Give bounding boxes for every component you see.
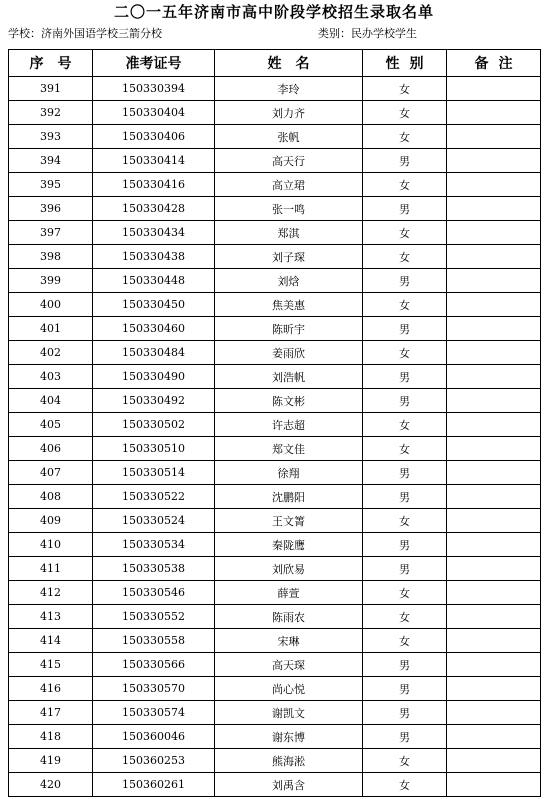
cell-exam-id: 150330534 [93,533,215,557]
cell-gender: 男 [363,653,447,677]
cell-seq: 393 [9,125,93,149]
header-name: 姓名 [215,50,363,77]
cell-gender: 男 [363,365,447,389]
cell-exam-id: 150360253 [93,749,215,773]
cell-name: 高天琛 [215,653,363,677]
cell-seq: 416 [9,677,93,701]
cell-exam-id: 150330448 [93,269,215,293]
cell-name: 薛萱 [215,581,363,605]
cell-seq: 419 [9,749,93,773]
table-row [9,653,541,677]
cell-name: 刘力齐 [215,101,363,125]
cell-name: 陈文彬 [215,389,363,413]
cell-remarks [447,341,541,365]
cell-gender: 女 [363,773,447,797]
cell-gender: 女 [363,221,447,245]
cell-name: 熊海淞 [215,749,363,773]
cell-seq: 415 [9,653,93,677]
cell-seq: 410 [9,533,93,557]
cell-seq: 397 [9,221,93,245]
header-seq: 序号 [9,50,93,77]
cell-name: 谢东博 [215,725,363,749]
cell-gender: 男 [363,725,447,749]
cell-exam-id: 150360046 [93,725,215,749]
cell-name: 刘焓 [215,269,363,293]
cell-name: 郑淇 [215,221,363,245]
cell-name: 刘禹含 [215,773,363,797]
cell-exam-id: 150330460 [93,317,215,341]
table-row [9,173,541,197]
cell-name: 陈昕宇 [215,317,363,341]
cell-seq: 404 [9,389,93,413]
table-row [9,725,541,749]
cell-remarks [447,605,541,629]
cell-seq: 391 [9,77,93,101]
table-row [9,317,541,341]
cell-exam-id: 150330414 [93,149,215,173]
table-row [9,437,541,461]
cell-remarks [447,269,541,293]
table-row [9,629,541,653]
cell-remarks [447,197,541,221]
cell-exam-id: 150330510 [93,437,215,461]
cell-name: 张帆 [215,125,363,149]
cell-gender: 男 [363,701,447,725]
cell-seq: 407 [9,461,93,485]
cell-remarks [447,485,541,509]
cell-exam-id: 150330538 [93,557,215,581]
cell-seq: 405 [9,413,93,437]
cell-exam-id: 150330428 [93,197,215,221]
cell-remarks [447,701,541,725]
table-row [9,341,541,365]
table-row [9,461,541,485]
header-gender: 性别 [363,50,447,77]
cell-remarks [447,533,541,557]
cell-remarks [447,101,541,125]
cell-remarks [447,725,541,749]
table-row [9,245,541,269]
cell-gender: 男 [363,269,447,293]
cell-exam-id: 150360261 [93,773,215,797]
table-row [9,701,541,725]
cell-seq: 403 [9,365,93,389]
cell-gender: 男 [363,677,447,701]
table-row [9,605,541,629]
cell-gender: 女 [363,437,447,461]
cell-remarks [447,413,541,437]
cell-name: 尚心悦 [215,677,363,701]
cell-seq: 411 [9,557,93,581]
table-row [9,509,541,533]
table-row [9,101,541,125]
cell-exam-id: 150330514 [93,461,215,485]
cell-name: 秦陇鹰 [215,533,363,557]
cell-exam-id: 150330450 [93,293,215,317]
table-header-row [9,50,541,77]
cell-remarks [447,677,541,701]
cell-exam-id: 150330394 [93,77,215,101]
cell-gender: 女 [363,629,447,653]
cell-exam-id: 150330546 [93,581,215,605]
cell-gender: 女 [363,125,447,149]
table-row [9,365,541,389]
cell-exam-id: 150330566 [93,653,215,677]
table-row [9,125,541,149]
cell-seq: 412 [9,581,93,605]
cell-seq: 413 [9,605,93,629]
table-row [9,773,541,797]
cell-name: 许志超 [215,413,363,437]
cell-name: 刘浩帆 [215,365,363,389]
cell-seq: 395 [9,173,93,197]
cell-exam-id: 150330522 [93,485,215,509]
cell-gender: 男 [363,557,447,581]
cell-exam-id: 150330416 [93,173,215,197]
cell-remarks [447,173,541,197]
cell-seq: 392 [9,101,93,125]
table-body [9,77,541,797]
cell-name: 刘欣易 [215,557,363,581]
school-label: 学校：济南外国语学校三箭分校 [8,27,162,40]
cell-exam-id: 150330524 [93,509,215,533]
cell-exam-id: 150330406 [93,125,215,149]
cell-gender: 女 [363,173,447,197]
cell-gender: 女 [363,581,447,605]
cell-exam-id: 150330570 [93,677,215,701]
cell-remarks [447,557,541,581]
cell-remarks [447,293,541,317]
cell-remarks [447,149,541,173]
table-row [9,677,541,701]
table-row [9,749,541,773]
cell-gender: 男 [363,461,447,485]
document-title: 二〇一五年济南市高中阶段学校招生录取名单 [113,3,434,21]
cell-seq: 408 [9,485,93,509]
cell-remarks [447,509,541,533]
table-row [9,269,541,293]
cell-seq: 414 [9,629,93,653]
cell-exam-id: 150330404 [93,101,215,125]
table-row [9,557,541,581]
cell-gender: 男 [363,533,447,557]
cell-gender: 女 [363,101,447,125]
header-remarks: 备注 [447,50,541,77]
cell-name: 陈雨农 [215,605,363,629]
cell-name: 李玲 [215,77,363,101]
table-row [9,413,541,437]
cell-exam-id: 150330484 [93,341,215,365]
cell-seq: 396 [9,197,93,221]
cell-remarks [447,245,541,269]
cell-remarks [447,125,541,149]
cell-exam-id: 150330434 [93,221,215,245]
table-row [9,77,541,101]
cell-name: 张一鸣 [215,197,363,221]
cell-remarks [447,389,541,413]
cell-seq: 400 [9,293,93,317]
cell-gender: 男 [363,485,447,509]
cell-exam-id: 150330492 [93,389,215,413]
cell-remarks [447,773,541,797]
cell-name: 谢凯文 [215,701,363,725]
header-exam-id: 准考证号 [93,50,215,77]
cell-remarks [447,437,541,461]
table-row [9,221,541,245]
table-row [9,149,541,173]
cell-name: 高立珺 [215,173,363,197]
category-label: 类别：民办学校学生 [318,27,417,40]
cell-gender: 女 [363,77,447,101]
table-row [9,293,541,317]
cell-name: 郑文佳 [215,437,363,461]
cell-gender: 女 [363,341,447,365]
cell-name: 焦美惠 [215,293,363,317]
cell-remarks [447,221,541,245]
cell-remarks [447,461,541,485]
cell-seq: 406 [9,437,93,461]
cell-seq: 418 [9,725,93,749]
cell-exam-id: 150330558 [93,629,215,653]
table-row [9,485,541,509]
cell-remarks [447,581,541,605]
cell-gender: 女 [363,605,447,629]
cell-name: 刘子琛 [215,245,363,269]
cell-gender: 女 [363,749,447,773]
cell-gender: 女 [363,509,447,533]
cell-seq: 401 [9,317,93,341]
table-row [9,389,541,413]
cell-name: 高天行 [215,149,363,173]
cell-gender: 女 [363,413,447,437]
cell-name: 徐翔 [215,461,363,485]
cell-gender: 女 [363,245,447,269]
cell-gender: 男 [363,149,447,173]
cell-exam-id: 150330490 [93,365,215,389]
cell-exam-id: 150330438 [93,245,215,269]
table-row [9,197,541,221]
cell-seq: 417 [9,701,93,725]
table-row [9,533,541,557]
cell-name: 王文箐 [215,509,363,533]
cell-exam-id: 150330574 [93,701,215,725]
cell-seq: 402 [9,341,93,365]
cell-exam-id: 150330552 [93,605,215,629]
cell-seq: 399 [9,269,93,293]
cell-gender: 男 [363,389,447,413]
cell-remarks [447,365,541,389]
cell-remarks [447,749,541,773]
cell-remarks [447,629,541,653]
cell-remarks [447,77,541,101]
cell-exam-id: 150330502 [93,413,215,437]
cell-name: 宋琳 [215,629,363,653]
cell-seq: 398 [9,245,93,269]
cell-remarks [447,653,541,677]
cell-seq: 420 [9,773,93,797]
cell-seq: 409 [9,509,93,533]
cell-gender: 男 [363,197,447,221]
cell-remarks [447,317,541,341]
cell-gender: 男 [363,317,447,341]
cell-name: 沈鹏阳 [215,485,363,509]
table-row [9,581,541,605]
cell-gender: 女 [363,293,447,317]
admission-table [8,49,541,797]
cell-seq: 394 [9,149,93,173]
cell-name: 姜雨欣 [215,341,363,365]
